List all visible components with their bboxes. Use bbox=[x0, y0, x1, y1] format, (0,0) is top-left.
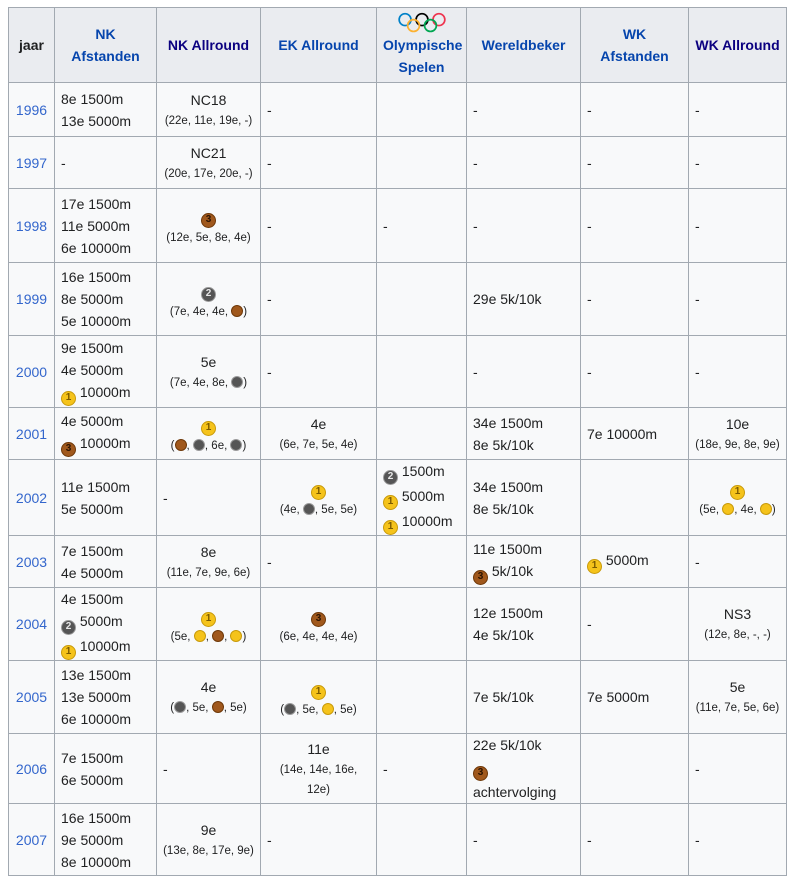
table-row bbox=[9, 460, 787, 536]
olympic-cell bbox=[377, 588, 467, 661]
ranking: NC21 bbox=[190, 144, 227, 161]
year-link[interactable]: 1998 bbox=[9, 189, 55, 263]
nk-afstanden-cell bbox=[55, 460, 157, 536]
header-wk-afstanden bbox=[581, 8, 689, 83]
result-line: 1 10000m bbox=[383, 510, 460, 535]
wereldbeker-cell: 29e 5k/10k bbox=[467, 263, 581, 336]
ranking: 11e bbox=[307, 740, 330, 757]
wk-afstanden-cell bbox=[581, 460, 689, 536]
result-line: 11e 1500m bbox=[473, 541, 543, 557]
nk-allround-cell bbox=[157, 336, 261, 408]
distance-ranks: (22e, 11e, 19e, -) bbox=[164, 114, 253, 127]
result-line: 2 5000m bbox=[61, 610, 150, 635]
table-row bbox=[9, 83, 787, 137]
result-line: 11e 1500m bbox=[61, 478, 131, 495]
ek-allround-cell: - bbox=[261, 536, 377, 588]
ranking: 4e bbox=[200, 679, 217, 695]
result-line: 4e 5000m bbox=[61, 413, 124, 429]
wk-allround-cell: - bbox=[689, 189, 787, 263]
wk-afstanden-cell: 1 5000m bbox=[581, 536, 689, 588]
gold-medal-icon bbox=[322, 703, 334, 715]
table-row bbox=[9, 137, 787, 189]
nk-allround-cell bbox=[157, 536, 261, 588]
distance-ranks: (13e, 8e, 17e, 9e) bbox=[163, 844, 254, 857]
distance-ranks: (12e, 8e, -, -) bbox=[704, 629, 771, 641]
nk-allround-cell bbox=[157, 137, 261, 189]
year-link[interactable]: 1999 bbox=[9, 263, 55, 336]
gold-medal-icon: 1 bbox=[383, 520, 398, 535]
result-line: 1 10000m bbox=[61, 635, 150, 660]
result-line: 2 1500m bbox=[383, 460, 460, 485]
olympic-cell bbox=[377, 83, 467, 137]
result-line: 1 5000m bbox=[383, 485, 460, 510]
result-line: 3 5k/10k bbox=[473, 560, 574, 585]
year-link[interactable]: 2004 bbox=[9, 588, 55, 661]
gold-medal-icon bbox=[194, 630, 206, 642]
result-line: 16e 1500m bbox=[61, 809, 132, 826]
result-line: 13e 1500m bbox=[61, 667, 132, 683]
header-nk-afstanden-link[interactable]: NK Afstanden bbox=[71, 26, 140, 64]
olympic-cell: - bbox=[377, 189, 467, 263]
table-row bbox=[9, 661, 787, 734]
distance-ranks: (11e, 7e, 9e, 6e) bbox=[166, 566, 251, 579]
header-olympische-spelen bbox=[377, 8, 467, 83]
result-line: 34e 1500m bbox=[473, 414, 544, 431]
nk-allround-cell: - bbox=[157, 734, 261, 804]
ek-allround-cell: - bbox=[261, 83, 377, 137]
ek-allround-cell bbox=[261, 408, 377, 460]
result-line: 5e 10000m bbox=[61, 313, 132, 329]
header-olympische-link[interactable]: Olympische Spelen bbox=[383, 37, 463, 75]
ek-allround-cell bbox=[261, 734, 377, 804]
wk-afstanden-cell: 7e 5000m bbox=[581, 661, 689, 734]
wk-afstanden-cell: - bbox=[581, 189, 689, 263]
gold-medal-icon: 1 bbox=[311, 685, 326, 700]
year-link[interactable]: 1996 bbox=[9, 83, 55, 137]
wk-allround-cell: - bbox=[689, 263, 787, 336]
table-row bbox=[9, 408, 787, 460]
table-row bbox=[9, 588, 787, 661]
silver-medal-icon: 2 bbox=[383, 470, 398, 485]
bronze-medal-icon bbox=[175, 439, 187, 451]
result-line: 6e 5000m bbox=[61, 771, 124, 788]
nk-afstanden-cell bbox=[55, 734, 157, 804]
header-ek-allround bbox=[261, 8, 377, 83]
bronze-medal-icon: 3 bbox=[201, 213, 216, 228]
result-line: 6e 10000m bbox=[61, 711, 132, 727]
silver-medal-icon bbox=[174, 701, 186, 713]
result-line: 12e 1500m bbox=[473, 605, 544, 621]
table-row bbox=[9, 536, 787, 588]
nk-afstanden-cell bbox=[55, 536, 157, 588]
bronze-medal-icon: 3 bbox=[61, 442, 76, 457]
result-line: 3 achtervolging bbox=[473, 767, 557, 800]
result-line: 8e 1500m bbox=[61, 90, 124, 107]
wk-afstanden-cell: - bbox=[581, 137, 689, 189]
result-line: 4e 5k/10k bbox=[473, 627, 534, 643]
result-line: 8e 5k/10k bbox=[473, 500, 534, 517]
result-line: 16e 1500m bbox=[61, 269, 132, 285]
distance-ranks: (7e, 4e, 4e, ) bbox=[169, 305, 248, 318]
silver-medal-icon bbox=[230, 439, 242, 451]
year-link[interactable]: 2002 bbox=[9, 460, 55, 536]
header-wk-afstanden-link[interactable]: WK Afstanden bbox=[600, 26, 669, 64]
ranking: 5e bbox=[729, 679, 746, 695]
result-line: 4e 1500m bbox=[61, 591, 124, 607]
result-line: 9e 1500m bbox=[61, 340, 124, 356]
result-line: 4e 5000m bbox=[61, 564, 124, 581]
wk-allround-cell: - bbox=[689, 336, 787, 408]
silver-medal-icon bbox=[284, 703, 296, 715]
olympic-cell bbox=[377, 263, 467, 336]
ek-allround-cell bbox=[261, 661, 377, 734]
result-line: 13e 5000m bbox=[61, 689, 132, 705]
ek-allround-cell: - bbox=[261, 137, 377, 189]
gold-medal-icon: 1 bbox=[61, 391, 76, 406]
distance-ranks: (18e, 9e, 8e, 9e) bbox=[695, 438, 780, 451]
wk-allround-cell: - bbox=[689, 83, 787, 137]
header-wereldbeker-link[interactable]: Wereldbeker bbox=[481, 37, 566, 53]
silver-medal-icon bbox=[193, 439, 205, 451]
nk-allround-cell bbox=[157, 263, 261, 336]
result-line: 5e 5000m bbox=[61, 500, 124, 517]
year-link[interactable]: 2007 bbox=[9, 804, 55, 876]
result-line: 8e 5k/10k bbox=[473, 436, 534, 453]
result-line: 11e 5000m bbox=[61, 217, 131, 234]
wk-allround-cell bbox=[689, 588, 787, 661]
year-link[interactable]: 2001 bbox=[9, 408, 55, 460]
silver-medal-icon: 2 bbox=[61, 620, 76, 635]
wk-afstanden-cell: - bbox=[581, 263, 689, 336]
distance-ranks: (20e, 17e, 20e, -) bbox=[164, 167, 253, 180]
wk-allround-cell bbox=[689, 408, 787, 460]
ranking: 9e bbox=[200, 821, 217, 838]
ek-allround-cell: - bbox=[261, 189, 377, 263]
nk-afstanden-cell bbox=[55, 83, 157, 137]
nk-allround-cell bbox=[157, 804, 261, 876]
distance-ranks: (12e, 5e, 8e, 4e) bbox=[166, 232, 251, 244]
nk-allround-cell bbox=[157, 83, 261, 137]
bronze-medal-icon bbox=[212, 630, 224, 642]
distance-ranks: ( , , 6e, ) bbox=[170, 440, 247, 452]
nk-afstanden-cell bbox=[55, 408, 157, 460]
nk-afstanden-cell bbox=[55, 804, 157, 876]
wk-allround-cell: - bbox=[689, 137, 787, 189]
wk-allround-cell bbox=[689, 661, 787, 734]
silver-medal-icon bbox=[303, 503, 315, 515]
result-line: 6e 10000m bbox=[61, 239, 132, 256]
ranking: 8e bbox=[200, 543, 217, 560]
wereldbeker-cell bbox=[467, 460, 581, 536]
results-table bbox=[8, 7, 787, 876]
nk-afstanden-cell bbox=[55, 661, 157, 734]
nk-allround-cell: - bbox=[157, 460, 261, 536]
distance-ranks: (7e, 4e, 8e, ) bbox=[169, 376, 248, 389]
bronze-medal-icon bbox=[231, 305, 243, 317]
ranking: NC18 bbox=[190, 91, 227, 108]
ek-allround-cell bbox=[261, 588, 377, 661]
gold-medal-icon: 1 bbox=[201, 421, 216, 436]
nk-afstanden-cell bbox=[55, 336, 157, 408]
ek-allround-cell: - bbox=[261, 804, 377, 876]
wk-allround-cell: - bbox=[689, 734, 787, 804]
wk-afstanden-cell: - bbox=[581, 588, 689, 661]
ranking: 10e bbox=[725, 415, 750, 432]
wk-afstanden-cell bbox=[581, 734, 689, 804]
bronze-medal-icon: 3 bbox=[473, 766, 488, 781]
olympic-cell bbox=[377, 460, 467, 536]
wereldbeker-cell: 7e 5k/10k bbox=[467, 661, 581, 734]
year-link[interactable]: 2000 bbox=[9, 336, 55, 408]
ranking: NS3 bbox=[723, 606, 752, 622]
result-line: 3 10000m bbox=[61, 432, 150, 457]
bronze-medal-icon bbox=[212, 701, 224, 713]
gold-medal-icon: 1 bbox=[61, 645, 76, 660]
header-nk-afstanden bbox=[55, 8, 157, 83]
table-row bbox=[9, 189, 787, 263]
gold-medal-icon: 1 bbox=[383, 495, 398, 510]
header-row bbox=[9, 8, 787, 83]
table-row bbox=[9, 734, 787, 804]
result-line: 7e 1500m bbox=[61, 749, 124, 766]
nk-allround-cell bbox=[157, 588, 261, 661]
gold-medal-icon: 1 bbox=[311, 485, 326, 500]
wereldbeker-cell: - bbox=[467, 189, 581, 263]
wk-allround-cell: - bbox=[689, 804, 787, 876]
result-line: 34e 1500m bbox=[473, 478, 544, 495]
olympic-cell bbox=[377, 408, 467, 460]
distance-ranks: (4e, , 5e, 5e) bbox=[279, 504, 358, 516]
nk-afstanden-cell bbox=[55, 189, 157, 263]
nk-afstanden-cell bbox=[55, 263, 157, 336]
bronze-medal-icon: 3 bbox=[311, 612, 326, 627]
gold-medal-icon: 1 bbox=[587, 559, 602, 574]
header-wk-allround-link[interactable]: WK Allround bbox=[695, 37, 780, 53]
gold-medal-icon bbox=[722, 503, 734, 515]
ek-allround-cell bbox=[261, 460, 377, 536]
olympic-rings-icon bbox=[396, 12, 448, 34]
wereldbeker-cell bbox=[467, 536, 581, 588]
wereldbeker-cell: - bbox=[467, 804, 581, 876]
wereldbeker-cell: - bbox=[467, 137, 581, 189]
distance-ranks: (11e, 7e, 5e, 6e) bbox=[695, 702, 780, 714]
nk-allround-cell bbox=[157, 189, 261, 263]
year-link[interactable]: 2005 bbox=[9, 661, 55, 734]
distance-ranks: (6e, 7e, 5e, 4e) bbox=[279, 438, 358, 451]
year-link[interactable]: 1997 bbox=[9, 137, 55, 189]
result-line: 1 10000m bbox=[61, 381, 150, 406]
wereldbeker-cell: - bbox=[467, 83, 581, 137]
header-nk-allround-link[interactable]: NK Allround bbox=[167, 37, 250, 53]
bronze-medal-icon: 3 bbox=[473, 570, 488, 585]
olympic-cell bbox=[377, 804, 467, 876]
distance-ranks: (6e, 4e, 4e, 4e) bbox=[279, 630, 358, 643]
olympic-cell bbox=[377, 336, 467, 408]
wereldbeker-cell bbox=[467, 734, 581, 804]
table-row bbox=[9, 263, 787, 336]
table-row bbox=[9, 804, 787, 876]
nk-allround-cell bbox=[157, 408, 261, 460]
gold-medal-icon bbox=[230, 630, 242, 642]
ek-allround-cell: - bbox=[261, 336, 377, 408]
wereldbeker-cell bbox=[467, 588, 581, 661]
result-line: 8e 10000m bbox=[61, 853, 132, 870]
wk-allround-cell bbox=[689, 460, 787, 536]
year-link[interactable]: 2003 bbox=[9, 536, 55, 588]
olympic-cell bbox=[377, 536, 467, 588]
olympic-cell bbox=[377, 661, 467, 734]
header-ek-allround-link[interactable]: EK Allround bbox=[278, 37, 359, 53]
nk-afstanden-cell: - bbox=[55, 137, 157, 189]
wereldbeker-cell bbox=[467, 408, 581, 460]
result-line: 17e 1500m bbox=[61, 195, 132, 212]
header-nk-allround bbox=[157, 8, 261, 83]
silver-medal-icon bbox=[231, 376, 243, 388]
gold-medal-icon bbox=[760, 503, 772, 515]
nk-afstanden-cell bbox=[55, 588, 157, 661]
result-line: 13e 5000m bbox=[61, 112, 132, 129]
wk-afstanden-cell: 7e 10000m bbox=[581, 408, 689, 460]
result-line: 9e 5000m bbox=[61, 831, 124, 848]
ranking: 5e bbox=[200, 353, 217, 370]
distance-ranks: ( , 5e, , 5e) bbox=[170, 702, 247, 714]
result-line: 22e 5k/10k bbox=[473, 737, 542, 753]
year-link[interactable]: 2006 bbox=[9, 734, 55, 804]
olympic-cell: - bbox=[377, 734, 467, 804]
wk-allround-cell: - bbox=[689, 536, 787, 588]
distance-ranks: (5e, , , ) bbox=[170, 630, 247, 643]
nk-allround-cell bbox=[157, 661, 261, 734]
ranking: 4e bbox=[310, 415, 327, 432]
gold-medal-icon: 1 bbox=[730, 485, 745, 500]
header-year: jaar bbox=[9, 8, 55, 83]
distance-ranks: (14e, 14e, 16e, 12e) bbox=[279, 763, 358, 796]
wk-afstanden-cell: - bbox=[581, 804, 689, 876]
silver-medal-icon: 2 bbox=[201, 287, 216, 302]
distance-ranks: ( , 5e, , 5e) bbox=[280, 703, 357, 716]
distance-ranks: (5e, , 4e, ) bbox=[699, 504, 776, 516]
result-line: 8e 5000m bbox=[61, 291, 124, 307]
olympic-cell bbox=[377, 137, 467, 189]
header-wereldbeker bbox=[467, 8, 581, 83]
result-line: 4e 5000m bbox=[61, 362, 124, 378]
ek-allround-cell: - bbox=[261, 263, 377, 336]
wk-afstanden-cell: - bbox=[581, 83, 689, 137]
wk-afstanden-cell: - bbox=[581, 336, 689, 408]
wereldbeker-cell: - bbox=[467, 336, 581, 408]
result-line: 7e 1500m bbox=[61, 542, 124, 559]
header-wk-allround bbox=[689, 8, 787, 83]
table-row bbox=[9, 336, 787, 408]
gold-medal-icon: 1 bbox=[201, 612, 216, 627]
